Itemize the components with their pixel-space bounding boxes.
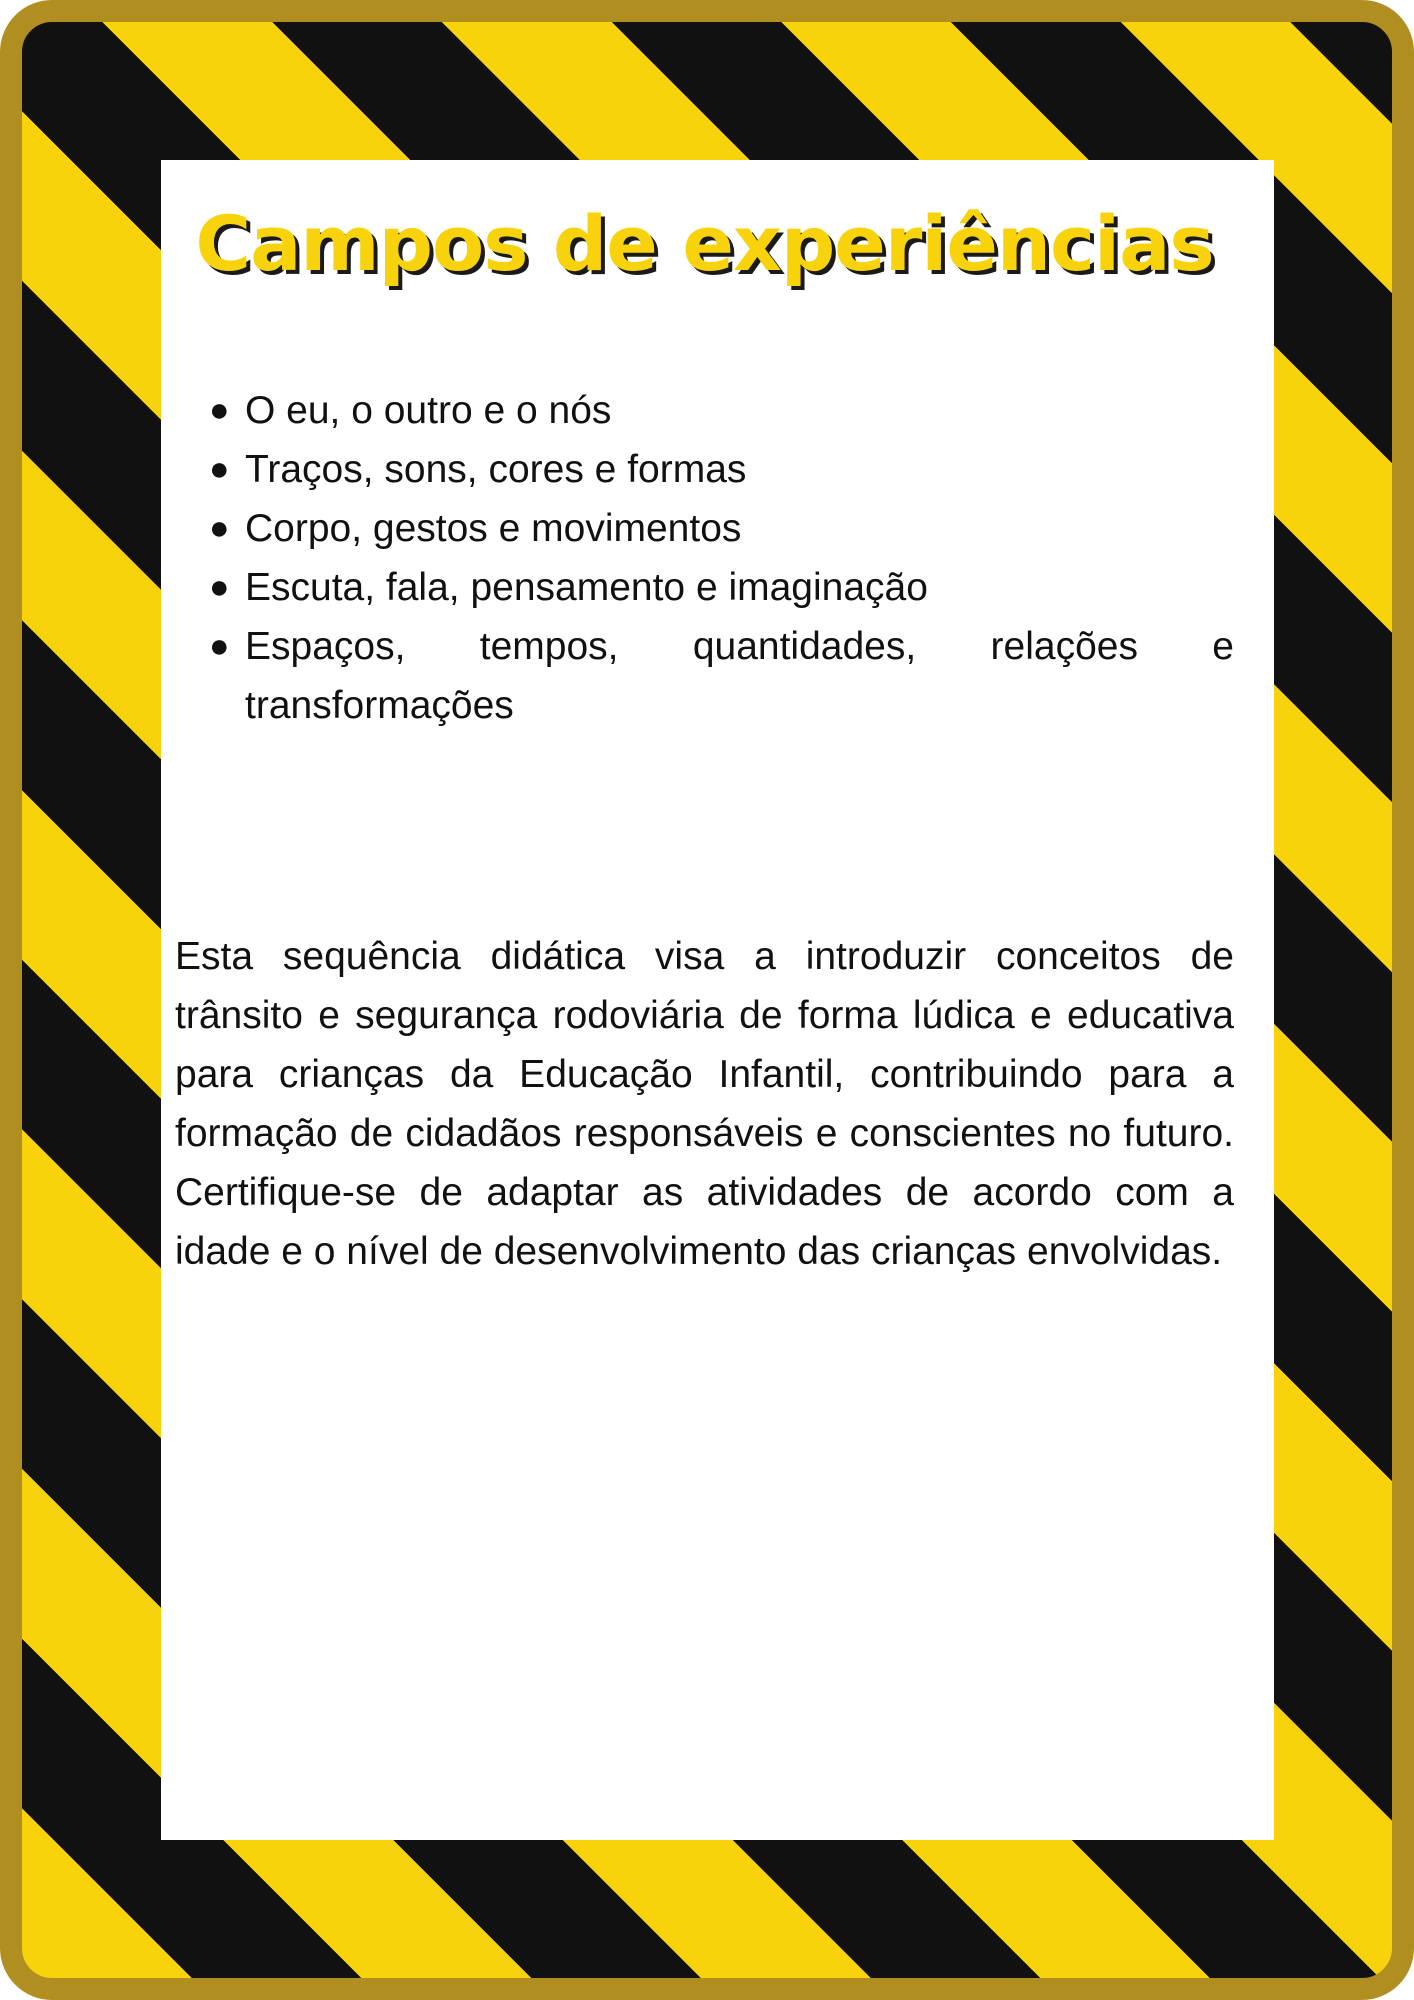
list-item-text: Escuta, fala, pensamento e imaginação — [245, 566, 928, 610]
list-item — [209, 558, 1234, 617]
list-item — [209, 499, 1234, 558]
list-item-text: Espaços, tempos, quantidades, relações e transformações — [245, 625, 1234, 728]
description-paragraph: Esta sequência didática visa a introduzir conceitos de trânsito e segurança rodoviária de forma lúdica e educativa para crianças da Educação Infantil, contribuindo para a formação de cidadãos responsáveis e conscientes no futuro. Certifique-se de adaptar as atividades de acordo com a idade e o nível de desenvolvimento das crianças envolvidas. — [175, 935, 1234, 1274]
page-title: Campos de experiências — [195, 199, 1214, 288]
fields-list — [175, 381, 1234, 735]
bullet-icon: ● — [209, 391, 230, 430]
list-item — [209, 617, 1234, 735]
bullet-icon: ● — [209, 627, 230, 666]
bullet-icon: ● — [209, 568, 230, 607]
list-item-text: O eu, o outro e o nós — [245, 389, 612, 433]
list-item-text: Corpo, gestos e movimentos — [245, 507, 742, 551]
list-item — [209, 381, 1234, 440]
list-item — [209, 440, 1234, 499]
bullet-icon: ● — [209, 509, 230, 548]
content-card — [161, 160, 1274, 1840]
bullet-icon: ● — [209, 450, 230, 489]
list-item-text: Traços, sons, cores e formas — [245, 448, 747, 492]
